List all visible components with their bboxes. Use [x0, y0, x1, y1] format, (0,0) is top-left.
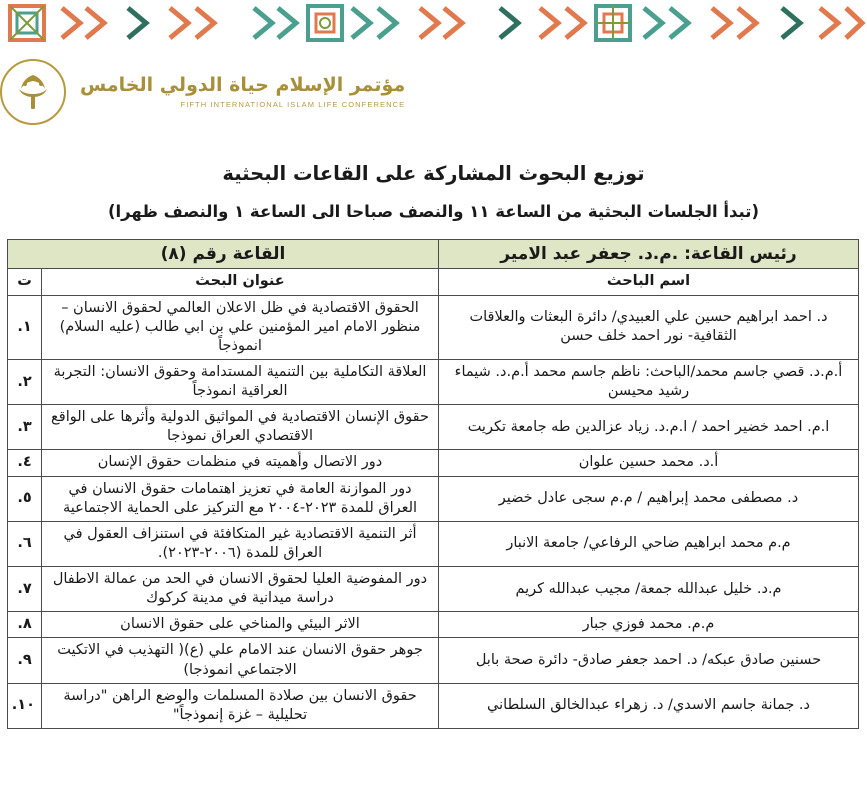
cell-researcher: د. جمانة جاسم الاسدي/ د. زهراء عبدالخالق السلطاني — [439, 683, 859, 728]
cell-num: ٣. — [8, 405, 42, 450]
column-header-num: ت — [8, 269, 42, 295]
cell-num: ٨. — [8, 612, 42, 638]
conference-header — [0, 46, 867, 120]
column-header-title: عنوان البحث — [42, 269, 439, 295]
document-titles — [0, 162, 867, 221]
cell-researcher: أ.م.د. قصي جاسم محمد/الباحث: ناظم جاسم محمد أ.م.د. شيماء رشيد محيسن — [439, 359, 859, 404]
cell-researcher: ا.م. احمد خضير احمد / ا.م.د. زياد عزالدين طه جامعة تكريت — [439, 405, 859, 450]
cell-researcher: حسنين صادق عبكه/ د. احمد جعفر صادق- دائرة صحة بابل — [439, 638, 859, 683]
cell-researcher: م.د. خليل عبدالله جمعة/ مجيب عبدالله كريم — [439, 567, 859, 612]
page-subtitle: (تبدأ الجلسات البحثية من الساعة ١١ والنصف صباحا الى الساعة ١ والنصف ظهرا) — [107, 202, 760, 221]
cell-researcher: د. احمد ابراهيم حسين علي العبيدي/ دائرة البعثات والعلاقات الثقافية- نور احمد خلف حسن — [439, 295, 859, 359]
table-row — [8, 612, 859, 638]
cell-num: ٩. — [8, 638, 42, 683]
cell-title: دور الاتصال وأهميته في منظمات حقوق الإنسان — [42, 450, 439, 476]
hall-number-header: القاعة رقم (٨) — [8, 240, 439, 269]
cell-researcher: م.م محمد ابراهيم ضاحي الرفاعي/ جامعة الانبار — [439, 521, 859, 566]
schedule-table-wrapper — [8, 239, 859, 729]
table-row — [8, 476, 859, 521]
chevron-motif-icon — [0, 0, 867, 46]
table-row — [8, 405, 859, 450]
cell-title: دور الموازنة العامة في تعزيز اهتمامات حقوق الانسان في العراق للمدة ٢٠٢٣-٢٠٠٤ مع التركيز على الحماية الاجتماعية — [42, 476, 439, 521]
cell-num: ٦. — [8, 521, 42, 566]
conference-title-ar: مؤتمر الإسلام حياة الدولي الخامس — [80, 73, 406, 96]
cell-title: الاثر البيئي والمناخي على حقوق الانسان — [42, 612, 439, 638]
cell-title: الحقوق الاقتصادية في ظل الاعلان العالمي لحقوق الانسان – منظور الامام امير المؤمنين علي بن ابي طالب (عليه السلام) انموذجاً — [42, 295, 439, 359]
cell-title: جوهر حقوق الانسان عند الامام علي (ع)( التهذيب في الاتكيت الاجتماعي انموذجا) — [42, 638, 439, 683]
table-row — [8, 450, 859, 476]
decorative-top-band — [0, 0, 867, 46]
conference-title-en: FIFTH INTERNATIONAL ISLAM LIFE CONFERENCE — [180, 99, 406, 109]
table-header-row — [8, 240, 859, 269]
cell-title: دور المفوضية العليا لحقوق الانسان في الحد من عمالة الاطفال دراسة ميدانية في مدينة كركوك — [42, 567, 439, 612]
tree-emblem-icon — [0, 59, 66, 125]
table-row — [8, 567, 859, 612]
cell-title: حقوق الإنسان الاقتصادية في المواثيق الدولية وأثرها على الواقع الاقتصادي العراق نموذجا — [42, 405, 439, 450]
column-header-researcher: اسم الباحث — [439, 269, 859, 295]
table-row — [8, 521, 859, 566]
cell-title: العلاقة التكاملية بين التنمية المستدامة وحقوق الانسان: التجربة العراقية انموذجاً — [42, 359, 439, 404]
table-row — [8, 638, 859, 683]
schedule-table — [7, 239, 859, 729]
cell-num: ١. — [8, 295, 42, 359]
cell-num: ١٠. — [8, 683, 42, 728]
hall-chair-header: رئيس القاعة: .م.د. جعفر عبد الامير — [439, 240, 859, 269]
table-row — [8, 683, 859, 728]
table-subheader-row — [8, 269, 859, 295]
cell-researcher: د. مصطفى محمد إبراهيم / م.م سجى عادل خضير — [439, 476, 859, 521]
cell-num: ٤. — [8, 450, 42, 476]
cell-researcher: أ.د. محمد حسين علوان — [439, 450, 859, 476]
page-title: توزيع البحوث المشاركة على القاعات البحثية — [222, 162, 645, 185]
cell-num: ٢. — [8, 359, 42, 404]
table-row — [8, 359, 859, 404]
table-row — [8, 295, 859, 359]
cell-title: حقوق الانسان بين صلادة المسلمات والوضع الراهن "دراسة تحليلية – غزة إنموذجاً" — [42, 683, 439, 728]
cell-researcher: م.م. محمد فوزي جبار — [439, 612, 859, 638]
cell-num: ٥. — [8, 476, 42, 521]
schedule-table-body — [8, 295, 859, 728]
cell-num: ٧. — [8, 567, 42, 612]
conference-logo-text — [80, 75, 405, 109]
cell-title: أثر التنمية الاقتصادية غير المتكافئة في استنزاف العقول في العراق للمدة (٢٠٠٦-٢٠٢٣). — [42, 521, 439, 566]
